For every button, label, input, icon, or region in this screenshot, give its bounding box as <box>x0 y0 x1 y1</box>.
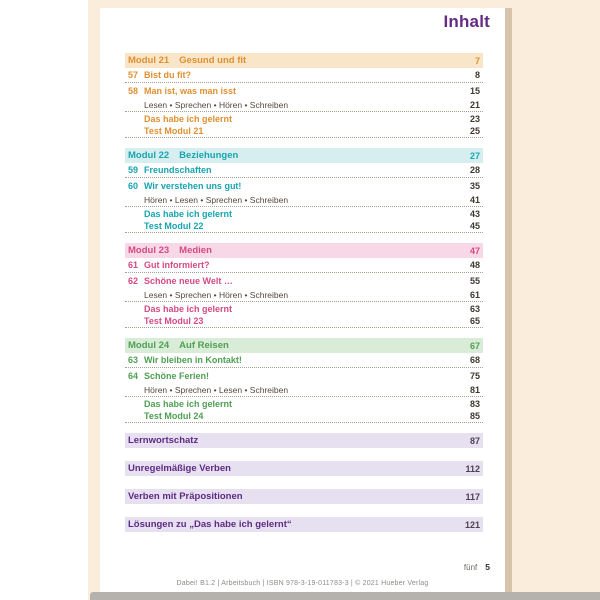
page-number: 83 <box>469 398 480 409</box>
page-number: 87 <box>469 435 480 446</box>
module-title: Medien <box>179 245 212 256</box>
module-title: Beziehungen <box>179 150 239 161</box>
toc-row <box>125 207 483 220</box>
lesson-number: 61 <box>128 260 139 270</box>
module-title: Auf Reisen <box>179 340 229 351</box>
module-label: Modul 23 <box>128 245 170 256</box>
appendix-title: Lösungen zu „Das habe ich gelernt“ <box>128 519 292 530</box>
page-number: 35 <box>469 180 480 191</box>
lesson-title: Gut informiert? <box>144 260 210 270</box>
lesson-title: Schöne Ferien! <box>144 370 210 381</box>
toc-row <box>125 112 483 125</box>
module-header <box>125 243 483 258</box>
toc-row <box>125 163 483 178</box>
toc-row <box>125 258 483 273</box>
imprint-line: Dabei! B1.2 | Arbeitsbuch | ISBN 978-3-19-011783-3 | © 2021 Hueber Verlag <box>176 580 429 587</box>
lesson-number: 60 <box>128 180 139 191</box>
appendix-title: Lernwortschatz <box>128 435 199 446</box>
folio-number: 5 <box>485 562 490 572</box>
toc-table <box>125 53 483 545</box>
folio-word: fünf <box>463 563 478 572</box>
page-number: 61 <box>469 289 480 300</box>
page-title: Inhalt <box>443 12 490 31</box>
skills-list: Lesen • Sprechen • Hören • Schreiben <box>144 99 289 110</box>
lesson-number: 62 <box>128 275 139 286</box>
review-title: Das habe ich gelernt <box>144 303 233 314</box>
lesson-number: 58 <box>128 85 139 96</box>
lesson-title: Man ist, was man isst <box>144 85 237 96</box>
page-number: 55 <box>469 275 480 286</box>
modul-24-section <box>125 338 483 423</box>
page-number: 25 <box>469 126 480 136</box>
module-header <box>125 148 483 163</box>
page-number: 121 <box>464 519 480 530</box>
page-number: 117 <box>465 491 480 502</box>
toc-row <box>125 302 483 315</box>
page-number: 63 <box>469 303 480 314</box>
toc-row <box>125 288 483 302</box>
toc-row <box>125 383 483 397</box>
page-number: 28 <box>469 165 480 175</box>
lesson-number: 64 <box>128 370 139 381</box>
module-page-number: 7 <box>474 55 480 66</box>
appendix-bar <box>125 461 483 476</box>
review-title: Das habe ich gelernt <box>144 113 233 124</box>
skills-list: Hören • Sprechen • Lesen • Schreiben <box>144 384 289 395</box>
module-page-number: 67 <box>469 340 480 351</box>
toc-row <box>125 68 483 83</box>
modul-21-section <box>125 53 483 138</box>
page-number: 21 <box>469 99 480 110</box>
toc-row <box>125 178 483 193</box>
toc-row <box>125 125 483 138</box>
toc-page <box>100 8 512 592</box>
module-header <box>125 53 483 68</box>
lesson-number: 63 <box>128 355 139 365</box>
skills-list: Hören • Lesen • Sprechen • Schreiben <box>144 194 289 205</box>
lesson-number: 57 <box>128 70 139 80</box>
appendix-bar <box>125 433 483 448</box>
toc-row <box>125 315 483 328</box>
module-label: Modul 22 <box>128 150 170 161</box>
appendix-title: Unregelmäßige Verben <box>128 463 231 474</box>
review-title: Test Modul 24 <box>144 411 204 421</box>
review-title: Test Modul 22 <box>144 221 204 231</box>
review-title: Das habe ich gelernt <box>144 208 233 219</box>
appendix-bar <box>125 517 483 532</box>
toc-row <box>125 353 483 368</box>
lesson-title: Wir verstehen uns gut! <box>144 180 242 191</box>
appendix-section <box>125 433 483 532</box>
appendix-title: Verben mit Präpositionen <box>128 491 243 502</box>
lesson-number: 59 <box>128 165 139 175</box>
toc-row <box>125 368 483 383</box>
page-number: 23 <box>469 113 480 124</box>
page-number: 75 <box>469 370 480 381</box>
module-page-number: 47 <box>469 245 480 256</box>
toc-row <box>125 98 483 112</box>
page-number: 65 <box>469 316 480 326</box>
lesson-title: Wir bleiben in Kontakt! <box>144 355 242 365</box>
module-label: Modul 24 <box>128 340 170 351</box>
toc-row <box>125 220 483 233</box>
module-header <box>125 338 483 353</box>
page-number: 41 <box>469 194 480 205</box>
toc-row <box>125 410 483 423</box>
appendix-bar <box>125 489 483 504</box>
page-number: 112 <box>465 463 480 474</box>
page-number: 43 <box>469 208 480 219</box>
module-label: Modul 21 <box>128 55 170 66</box>
review-title: Test Modul 21 <box>144 126 204 136</box>
toc-row <box>125 83 483 98</box>
modul-23-section <box>125 243 483 328</box>
lesson-title: Schöne neue Welt … <box>144 275 233 286</box>
page-number: 81 <box>469 384 480 395</box>
page-number: 85 <box>469 411 480 421</box>
modul-22-section <box>125 148 483 233</box>
folio <box>464 562 490 572</box>
page-number: 48 <box>469 260 480 270</box>
toc-row <box>125 397 483 410</box>
module-page-number: 27 <box>469 150 480 161</box>
page-number: 45 <box>469 221 480 231</box>
lesson-title: Bist du fit? <box>144 70 191 80</box>
page-number: 8 <box>474 70 480 80</box>
skills-list: Lesen • Sprechen • Hören • Schreiben <box>144 289 289 300</box>
review-title: Das habe ich gelernt <box>144 398 233 409</box>
toc-row <box>125 193 483 207</box>
toc-row <box>125 273 483 288</box>
page-bottom-edge <box>90 592 600 600</box>
module-title: Gesund und fit <box>179 55 247 66</box>
page-number: 15 <box>469 85 480 96</box>
review-title: Test Modul 23 <box>144 316 204 326</box>
page-number: 68 <box>469 355 480 365</box>
lesson-title: Freundschaften <box>144 165 212 175</box>
